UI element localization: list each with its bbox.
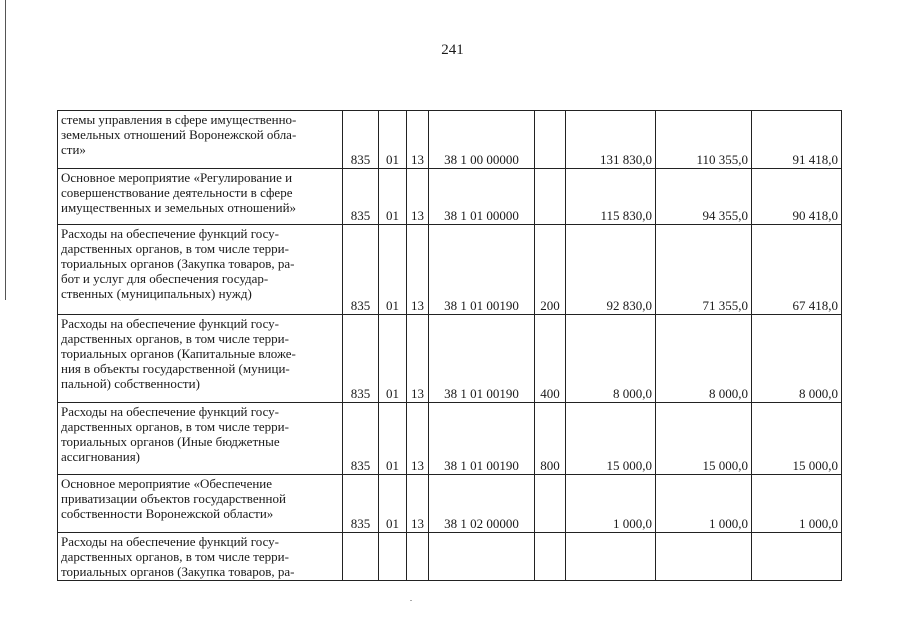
- csr-code-cell: 38 1 01 00190: [429, 315, 535, 403]
- gr-code-cell: 835: [343, 169, 379, 225]
- rz-code-cell: 01: [379, 475, 407, 533]
- csr-code-cell: 38 1 02 00000: [429, 475, 535, 533]
- pr-code-cell: 13: [407, 475, 429, 533]
- pr-code-cell: [407, 533, 429, 581]
- gr-code-cell: 835: [343, 403, 379, 475]
- pr-code-cell: 13: [407, 315, 429, 403]
- amount-year1-cell: 8 000,0: [566, 315, 656, 403]
- table-row: [58, 475, 842, 533]
- rz-code-cell: 01: [379, 169, 407, 225]
- vr-code-cell: [535, 533, 566, 581]
- csr-code-cell: 38 1 00 00000: [429, 111, 535, 169]
- amount-year3-cell: 8 000,0: [752, 315, 842, 403]
- amount-year2-cell: 8 000,0: [656, 315, 752, 403]
- gr-code-cell: [343, 533, 379, 581]
- csr-code-cell: 38 1 01 00000: [429, 169, 535, 225]
- amount-year3-cell: 90 418,0: [752, 169, 842, 225]
- vr-code-cell: [535, 111, 566, 169]
- pr-code-cell: 13: [407, 403, 429, 475]
- table-body: [58, 111, 842, 581]
- description-cell: Расходы на обеспечение функций госу- дарственных органов, в том числе терри- ториальных органов (Капитальные вложе- ния в объекты государственной (муници- пальной) собственности): [58, 315, 343, 403]
- vr-code-cell: [535, 475, 566, 533]
- amount-year2-cell: 110 355,0: [656, 111, 752, 169]
- amount-year3-cell: 91 418,0: [752, 111, 842, 169]
- rz-code-cell: 01: [379, 403, 407, 475]
- gr-code-cell: 835: [343, 225, 379, 315]
- scan-speck: [410, 600, 412, 601]
- description-cell: стемы управления в сфере имущественно- земельных отношений Воронежской обла- сти»: [58, 111, 343, 169]
- amount-year3-cell: [752, 533, 842, 581]
- csr-code-cell: 38 1 01 00190: [429, 225, 535, 315]
- pr-code-cell: 13: [407, 169, 429, 225]
- description-cell: Расходы на обеспечение функций госу- дарственных органов, в том числе терри- ториальных органов (Закупка товаров, ра- бот и услуг для обеспечения государ- ственных (муниципальных) нужд): [58, 225, 343, 315]
- description-cell: Расходы на обеспечение функций госу- дарственных органов, в том числе терри- ториальных органов (Иные бюджетные ассигнования): [58, 403, 343, 475]
- amount-year2-cell: 1 000,0: [656, 475, 752, 533]
- pr-code-cell: 13: [407, 225, 429, 315]
- page-number: 241: [441, 42, 464, 58]
- vr-code-cell: 800: [535, 403, 566, 475]
- description-cell: Основное мероприятие «Регулирование и совершенствование деятельности в сфере имущественных и земельных отношений»: [58, 169, 343, 225]
- amount-year2-cell: 94 355,0: [656, 169, 752, 225]
- vr-code-cell: [535, 169, 566, 225]
- amount-year1-cell: [566, 533, 656, 581]
- amount-year1-cell: 92 830,0: [566, 225, 656, 315]
- description-cell: Основное мероприятие «Обеспечение приватизации объектов государственной собственности Воронежской области»: [58, 475, 343, 533]
- vr-code-cell: 400: [535, 315, 566, 403]
- amount-year1-cell: 115 830,0: [566, 169, 656, 225]
- gr-code-cell: 835: [343, 315, 379, 403]
- pr-code-cell: 13: [407, 111, 429, 169]
- amount-year1-cell: 15 000,0: [566, 403, 656, 475]
- table-row: [58, 225, 842, 315]
- amount-year3-cell: 15 000,0: [752, 403, 842, 475]
- amount-year3-cell: 67 418,0: [752, 225, 842, 315]
- amount-year2-cell: 71 355,0: [656, 225, 752, 315]
- amount-year2-cell: 15 000,0: [656, 403, 752, 475]
- budget-table: [57, 110, 842, 581]
- table-row: [58, 111, 842, 169]
- rz-code-cell: [379, 533, 407, 581]
- csr-code-cell: 38 1 01 00190: [429, 403, 535, 475]
- amount-year1-cell: 131 830,0: [566, 111, 656, 169]
- table-row: [58, 403, 842, 475]
- description-cell: Расходы на обеспечение функций госу- дарственных органов, в том числе терри- ториальных органов (Закупка товаров, ра-: [58, 533, 343, 581]
- rz-code-cell: 01: [379, 225, 407, 315]
- amount-year1-cell: 1 000,0: [566, 475, 656, 533]
- table-row: [58, 315, 842, 403]
- gr-code-cell: 835: [343, 111, 379, 169]
- table-row: [58, 169, 842, 225]
- amount-year2-cell: [656, 533, 752, 581]
- table-row: [58, 533, 842, 581]
- rz-code-cell: 01: [379, 111, 407, 169]
- gr-code-cell: 835: [343, 475, 379, 533]
- csr-code-cell: [429, 533, 535, 581]
- amount-year3-cell: 1 000,0: [752, 475, 842, 533]
- vr-code-cell: 200: [535, 225, 566, 315]
- rz-code-cell: 01: [379, 315, 407, 403]
